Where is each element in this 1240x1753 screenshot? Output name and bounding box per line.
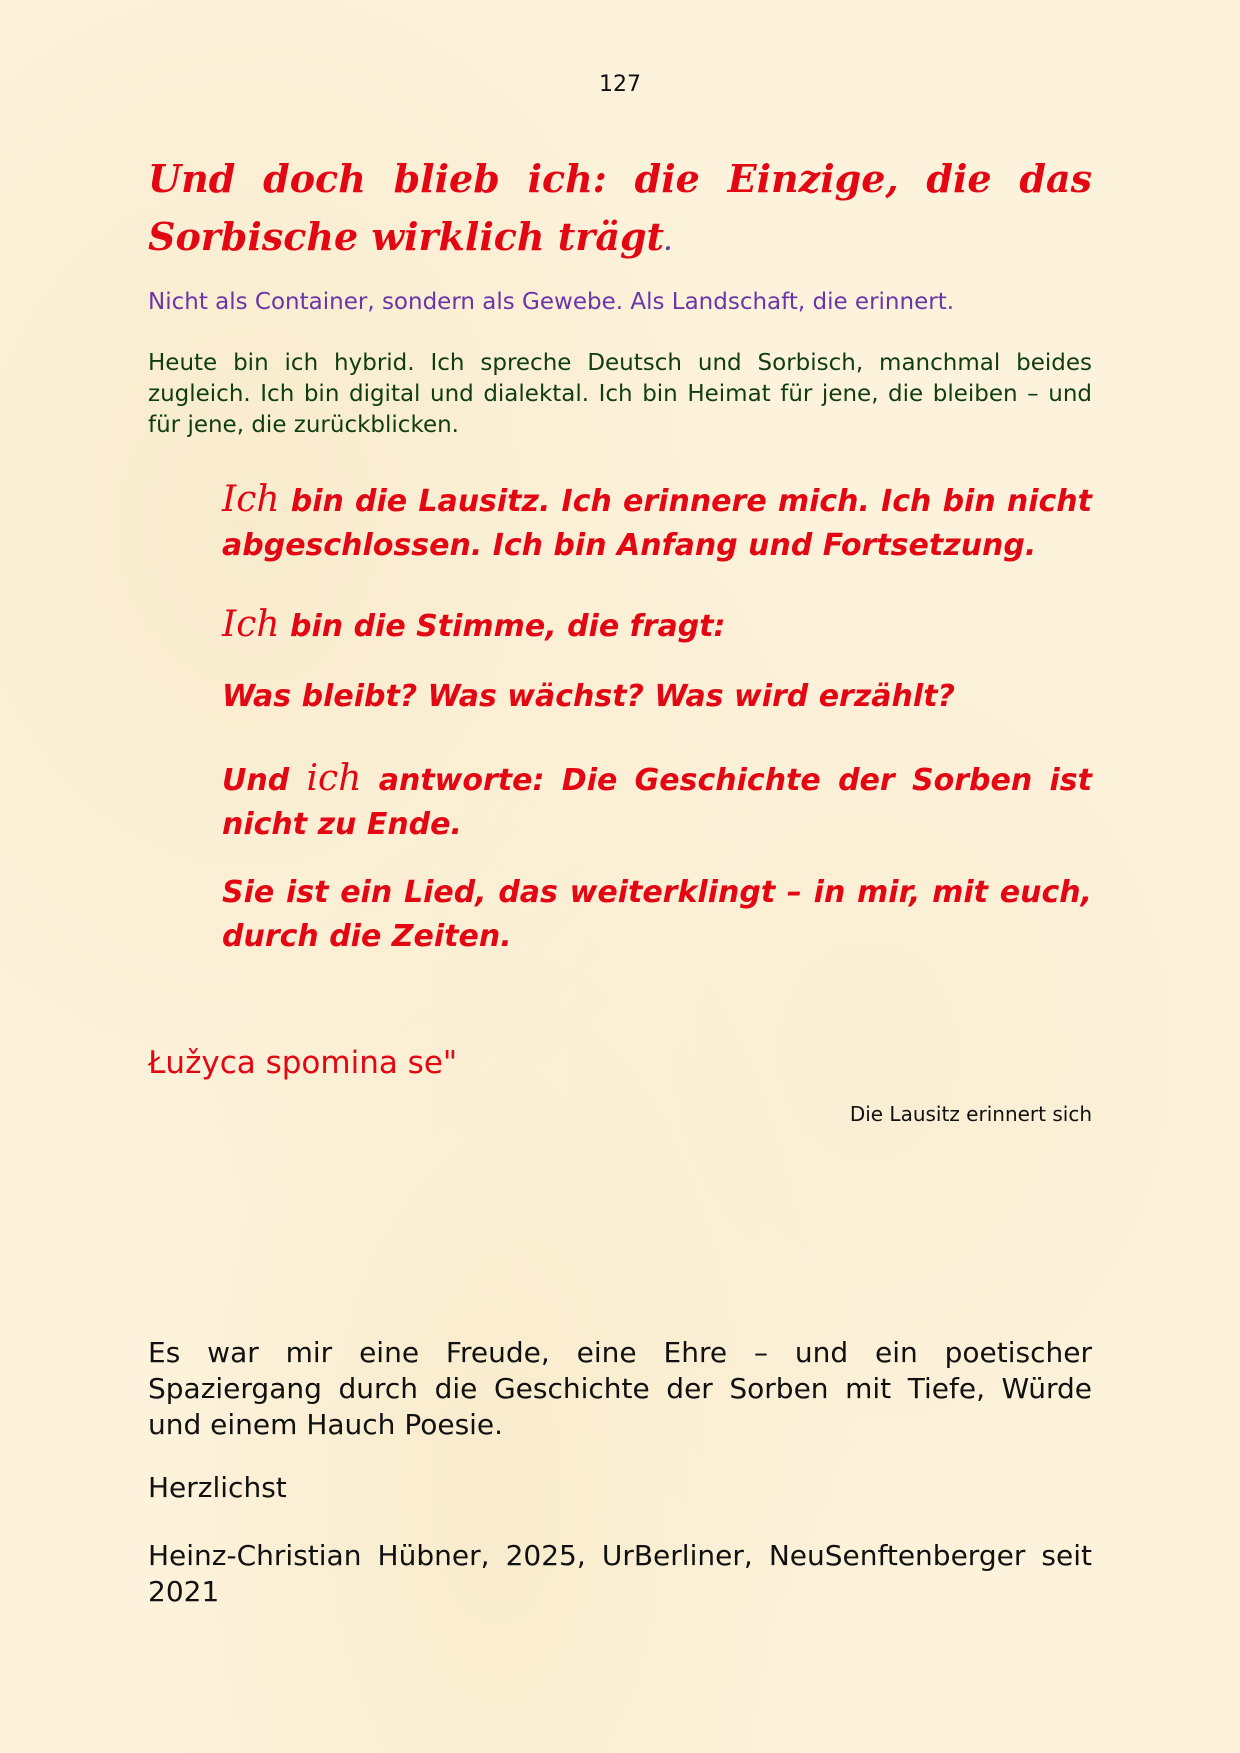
quote-text: Sie ist ein Lied, das weiterklingt – in mir, mit euch, durch die Zeiten. [222, 875, 1092, 954]
quote-lausitz [222, 478, 1092, 568]
signature: Heinz-Christian Hübner, 2025, UrBerliner, NeuSenftenberger seit 2021 [148, 1539, 1092, 1608]
quote-lead-ich: Ich [222, 604, 280, 645]
closing-paragraph: Es war mir eine Freude, eine Ehre – und ein poetischer Spaziergang durch die Geschichte der Sorben mit Tiefe, Würde und einem Hauch Poesie. [148, 1336, 1092, 1441]
quote-answer [222, 757, 1092, 847]
quote-text: Was bleibt? Was wächst? Was wird erzählt? [222, 679, 955, 714]
quote-questions [222, 675, 1092, 719]
quote-stimme [222, 603, 1092, 649]
quote-lead-ich: ich [306, 758, 362, 799]
quote-lied [222, 871, 1092, 959]
page-heading [148, 150, 1092, 272]
page-number: 127 [599, 72, 641, 97]
subtitle: Nicht als Container, sondern als Gewebe. Als Landschaft, die erinnert. [148, 289, 955, 315]
quote-lead-ich: Ich [222, 479, 280, 520]
body-paragraph: Heute bin ich hybrid. Ich spreche Deutsch und Sorbisch, manchmal beides zugleich. Ich bin digital und dialektal. Ich bin Heimat für jene, die bleiben – und für jene, die zurückblicken. [148, 350, 1092, 438]
quote-pre: Und [222, 763, 307, 798]
heading-period: . [664, 230, 672, 256]
quote-text: antworte: Die Geschichte der Sorben ist nicht zu Ende. [222, 763, 1093, 842]
heading-text: Und doch blieb ich: die Einzige, die das Sorbische wirklich trägt [148, 156, 1092, 259]
quote-text: bin die Stimme, die fragt: [279, 609, 726, 644]
sorbian-title: Łužyca spomina se" [148, 1045, 458, 1081]
quote-text: bin die Lausitz. Ich erinnere mich. Ich bin nicht abgeschlossen. Ich bin Anfang und Fortsetzung. [222, 484, 1092, 563]
sorbian-translation: Die Lausitz erinnert sich [849, 1102, 1092, 1126]
greeting: Herzlichst [148, 1471, 287, 1504]
